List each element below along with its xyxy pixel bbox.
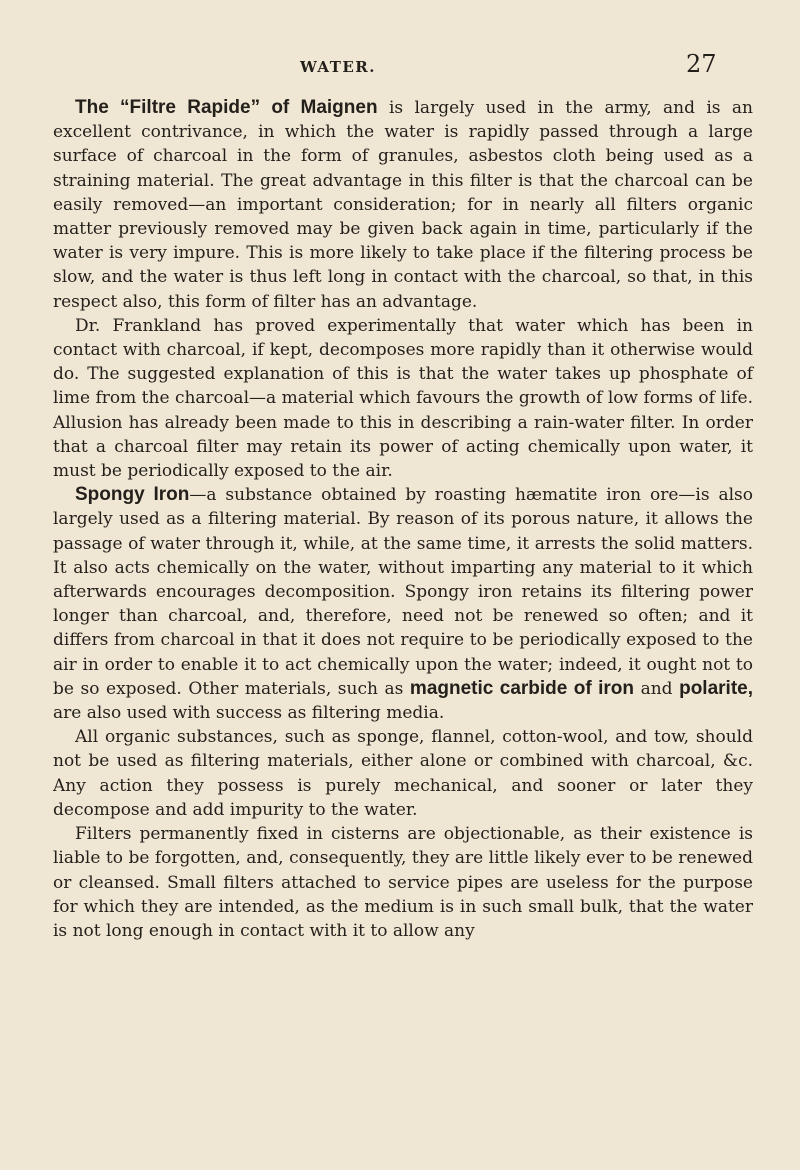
paragraph-organic-substances [53, 725, 753, 822]
filtre-rapide-heading: The “Filtre Rapide” of Maignen [75, 97, 378, 118]
paragraph-spongy-iron [53, 483, 753, 725]
page-number: 27 [686, 50, 717, 78]
paragraph-text: and [634, 678, 680, 699]
paragraph-text: All organic substances, such as sponge, flannel, cotton-wool, and tow, should not be used as filtering materials, either alone or combined with charcoal, &c. Any action they possess is purely mechanical, and sooner or later they decompose and add impurity to the water. [53, 727, 753, 820]
paragraph-text: is largely used in the army, and is an excellent contrivance, in which the water is rapidly passed through a large surface of charcoal in the form of granules, asbestos cloth being used as a straining material. The great advantage in this filter is that the charcoal can be easily removed—an important consideration; for in nearly all filters organic matter previously removed may be given back again in time, particularly if the water is very impure. This is more likely to take place if the filtering process be slow, and the water is thus left long in contact with the charcoal, so that, in this respect also, this form of filter has an advantage. [53, 98, 753, 312]
paragraph-text: Filters permanently fixed in cisterns are objectionable, as their existence is liable to be forgotten, and, consequently, they are little likely ever to be renewed or cleansed. Small filters attached to service pipes are useless for the purpose for which they are intended, as the medium is in such small bulk, that the water is not long enough in contact with it to allow any [53, 824, 753, 941]
paragraph-fixed-filters [53, 822, 753, 943]
paragraph-text: —a substance obtained by roasting hæmatite iron ore—is also largely used as a filtering material. By reason of its porous nature, it allows the passage of water through it, while, at the same time, it arrests the solid matters. It also acts chemically on the water, without imparting any material to it which afterwards encourages decomposition. Spongy iron retains its filtering power longer than charcoal, and, therefore, need not be renewed so often; and it differs from charcoal in that it does not require to be periodically exposed to the air in order to enable it to act chemically upon the water; indeed, it ought not to be so exposed. Other materials, such as [53, 485, 753, 699]
spongy-iron-heading: Spongy Iron [75, 484, 190, 506]
running-title: WATER. [300, 58, 376, 76]
magnetic-carbide-heading: magnetic carbide of iron [409, 677, 635, 699]
paragraph-text: Dr. Frankland has proved experimentally that water which has been in contact with charcoal, if kept, decomposes more rapidly than it otherwise would do. The suggested explanation of this is that the water takes up phosphate of lime from the charcoal—a material which favours the growth of low forms of life. Allusion has already been made to this in describing a rain-water filter. In order that a charcoal filter may retain its power of acting chemically upon water, it must be periodically exposed to the air. [53, 315, 753, 482]
polarite-heading: polarite, [679, 677, 753, 699]
paragraph-filtre-rapide [53, 96, 753, 314]
paragraph-frankland [53, 314, 753, 483]
body-text [53, 96, 753, 943]
paragraph-text: are also used with success as filtering media. [53, 703, 445, 724]
running-head [0, 50, 800, 82]
